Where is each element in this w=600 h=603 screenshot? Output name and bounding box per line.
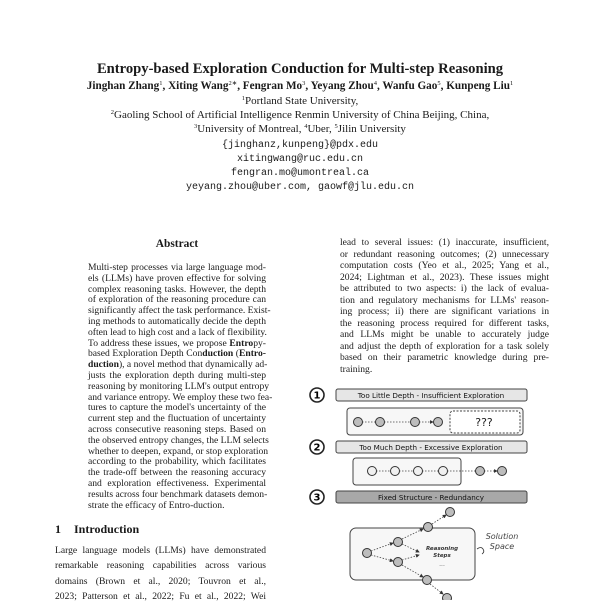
panel-number: 3 — [313, 492, 321, 504]
text-run: els (LLMs) have proven effective for solving — [88, 272, 266, 284]
panel-1 — [310, 388, 527, 402]
affiliation-text: Gaoling School of Artificial Intelligence Renmin University of China Beijing, China, — [114, 109, 490, 121]
abstract-heading: Abstract — [155, 238, 199, 250]
text-run: py- — [253, 337, 266, 349]
affiliation-mark: 3 — [194, 123, 198, 130]
text-run: and exploration effectiveness. Experimental — [88, 478, 266, 489]
text-run: ing methods to automatically decide the depth — [88, 316, 266, 327]
text-run: ( — [233, 348, 239, 360]
author-affiliation-mark: 2∗ — [228, 80, 238, 87]
reasoning-steps-label: Reasoning — [425, 546, 459, 552]
right-column-line — [340, 330, 549, 341]
panel-banner-label: Too Much Depth - Excessive Exploration — [359, 442, 503, 452]
author-name: Wanfu Gao — [382, 80, 438, 92]
text-run: 2024; Lightman et al., 2023). These issues might — [340, 271, 549, 283]
figure-1 — [300, 380, 550, 600]
text-run: often lead to high cost and a lack of flexibility. — [88, 326, 267, 338]
bold-term: Entro- — [238, 348, 266, 360]
squiggle — [477, 548, 484, 555]
right-column-line — [340, 342, 549, 353]
panel-banner-label: Fixed Structure - Redundancy — [378, 492, 484, 502]
right-column-line — [340, 261, 549, 272]
text-run: strate the efficacy of Entro-duction. — [88, 499, 225, 511]
text-run: across consecutive reasoning steps. Based on — [88, 424, 266, 435]
text-run: whether to deepen, expand, or stop exploration — [88, 445, 269, 457]
right-column-line — [340, 284, 549, 295]
affiliation-text: Uber, — [307, 123, 335, 135]
affiliation-line — [0, 95, 600, 107]
text-run: computation costs (Yeo et al., 2025; Yang et al., — [340, 260, 549, 271]
text-run: of exploration of the reasoning procedure can — [88, 294, 266, 306]
text-run: ing process; ii) there are significant variations in — [340, 306, 549, 317]
solution-space-label-2: Space — [489, 542, 515, 551]
text-run: and adjust the depth of exploration for a task solely — [340, 340, 549, 352]
text-run: or redundant reasoning outcomes; (2) unnecessary — [340, 248, 549, 260]
intro-heading: Introduction — [74, 522, 140, 536]
intro-line — [55, 546, 266, 557]
author-affiliation-mark: 1 — [159, 80, 163, 87]
affiliation-mark: 1 — [241, 95, 245, 102]
text-run: significantly affect the task performance. Exist- — [88, 305, 271, 317]
affiliation-mark: 4 — [304, 123, 308, 130]
reasoning-steps-ellipsis: ... — [439, 561, 445, 568]
text-run: and LLMs might be unable to accurately judge — [340, 329, 549, 340]
panel-banner-label: Too Little Depth - Insufficient Exploration — [357, 390, 505, 400]
bold-term: Entro — [229, 337, 254, 349]
affiliation-mark: 2 — [110, 109, 115, 116]
email-line: yeyang.zhou@uber.com, gaowf@jlu.edu.cn — [185, 182, 415, 193]
intro-line — [55, 592, 266, 603]
right-column-line — [340, 238, 549, 249]
text-run: ), a novel method that dynamically ad- — [118, 359, 268, 371]
bold-term: duction — [202, 348, 234, 360]
right-column-line — [340, 250, 549, 261]
author-affiliation-mark: 4 — [373, 80, 377, 87]
text-run: based Exploration Depth Con — [88, 348, 203, 360]
text-run: remarkable reasoning capabilities across various — [55, 560, 266, 572]
text-run: and variance entropy. We employ these two fea- — [88, 391, 273, 403]
email-line: {jinghanz,kunpeng}@pdx.edu — [221, 140, 379, 151]
reasoning-steps-label-2: Steps — [433, 553, 451, 559]
author-name: Xiting Wang — [168, 80, 229, 92]
text-run: reasoning by monitoring LLM's output entropy — [88, 380, 270, 392]
affiliation-line — [0, 123, 600, 135]
text-run: tures to capture the model's uncertainty of the — [88, 402, 266, 414]
text-run: results across four benchmark datasets demon- — [88, 488, 268, 500]
affiliation-mark: 5 — [334, 123, 338, 130]
affiliation-text: University of Montreal, — [197, 123, 305, 135]
text-run: training. — [340, 363, 373, 375]
right-column-line — [340, 365, 549, 376]
intro-line — [55, 577, 266, 588]
author-name: Jinghan Zhang — [86, 80, 160, 92]
text-run: based on their parametric knowledge during pre- — [340, 352, 549, 363]
right-column-line — [340, 307, 549, 318]
intro-heading-number: 1 — [55, 522, 61, 536]
abstract-line — [88, 501, 266, 512]
panel-number: 2 — [313, 442, 321, 454]
intro-line — [55, 561, 266, 572]
panel-3 — [310, 490, 527, 504]
text-run: be attributed to two aspects: i) the lack of evalua- — [340, 283, 549, 294]
author-name: Kunpeng Liu — [446, 80, 510, 92]
text-run: current step and the fluctuation of uncertainty — [88, 413, 266, 425]
text-run: lead to several issues: (1) inaccurate, insufficient, — [340, 237, 549, 248]
panel-2 — [310, 440, 527, 454]
text-run: complex reasoning tasks. However, the depth — [88, 283, 266, 295]
text-run: Large language models (LLMs) have demonstrated — [55, 545, 266, 556]
author-name: Fengran Mo — [242, 80, 303, 92]
text-run: justs the exploration depth during multi-step — [88, 370, 266, 381]
affiliation-text: Jilin University — [337, 123, 406, 135]
right-column-line — [340, 296, 549, 307]
text-run: Multi-step processes via large language mod- — [88, 262, 266, 273]
paper-title: Entropy-based Exploration Conduction for Multi-step Reasoning — [96, 61, 504, 77]
text-run: tion and regulatory mechanisms for LLMs' reason- — [340, 294, 549, 306]
text-run: domains (Brown et al., 2020; Touvron et al., — [55, 575, 266, 587]
unknown-label: ??? — [475, 416, 493, 429]
text-run: according to the probability, which facilitates — [88, 456, 266, 468]
author-affiliation-mark: 5 — [437, 80, 441, 87]
right-column-line — [340, 319, 549, 330]
text-run: the trade-off between the reasoning accuracy — [88, 467, 266, 479]
author-name: Yeyang Zhou — [310, 80, 374, 92]
author-list: Jinghan Zhang$^1$, Xiting Wang$^{2∗}$, Fengran Mo$^3$, Yeyang Zhou$^4$, Wanfu Gao$^5$, Kunpeng Liu$^1$ — [86, 80, 514, 92]
bold-term: duction — [88, 359, 119, 371]
solution-space-label: Solution — [485, 532, 519, 541]
affiliation-line — [0, 109, 600, 121]
author-affiliation-mark: 3 — [302, 80, 306, 87]
email-line: xitingwang@ruc.edu.cn — [236, 154, 364, 165]
text-run: 2023; Patterson et al., 2022; Fu et al., 2022; Wei — [55, 591, 266, 603]
panel-number: 1 — [313, 390, 321, 402]
text-run: the reasoning process required for different tasks, — [340, 317, 549, 329]
email-line: fengran.mo@umontreal.ca — [230, 168, 370, 179]
affiliation-text: Portland State University, — [245, 95, 359, 107]
right-column-line — [340, 273, 549, 284]
text-run: the observed entropy changes, the LLM selects — [88, 434, 269, 446]
right-column-line — [340, 353, 549, 364]
author-affiliation-mark: 1 — [509, 80, 514, 87]
text-run: To address these issues, we propose — [88, 337, 230, 349]
